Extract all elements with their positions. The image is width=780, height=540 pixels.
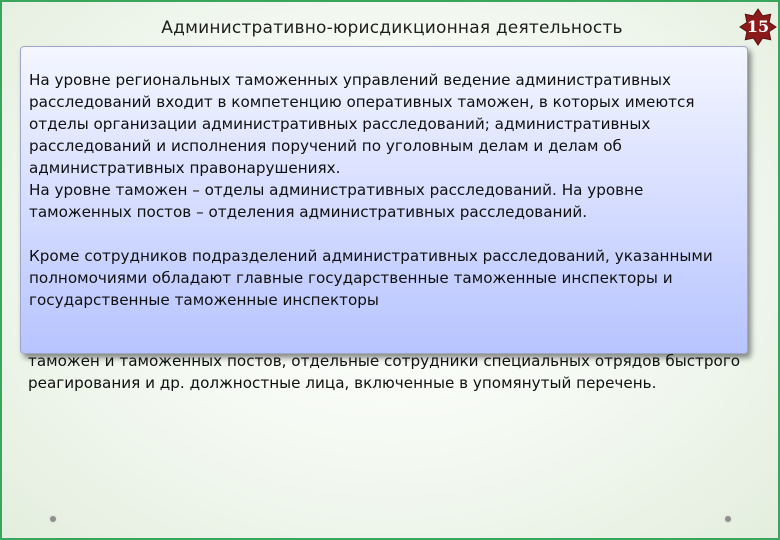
dot-icon bbox=[725, 516, 731, 522]
slide-title: Административно-юрисдикционная деятельность bbox=[161, 18, 623, 38]
page-number: 15 bbox=[746, 17, 770, 36]
page-number-badge bbox=[739, 8, 777, 46]
paragraph-3: Кроме сотрудников подразделений административных расследований, указанными полномочиями обладают главные государственные таможенные инспекторы и государственные таможенные инспекторы bbox=[29, 247, 713, 309]
paragraph-2: На уровне таможен – отделы административных расследований. На уровне таможенных постов – отделения административных расследований. bbox=[29, 181, 644, 221]
paragraph-1: На уровне региональных таможенных управлений ведение административных расследований входит в компетенцию оперативных таможен, в которых имеются отделы организации административных расследований; административных расследований и исполнения поручений по уголовным делам и делам об административных правонарушениях. bbox=[29, 71, 695, 177]
paragraph-spacer bbox=[29, 223, 739, 245]
dot-icon bbox=[50, 516, 56, 522]
overflow-paragraph: таможен и таможенных постов, отдельные сотрудники специальных отрядов быстрого реагирования и др. должностные лица, включенные в упомянутый перечень. bbox=[28, 352, 741, 392]
content-box bbox=[20, 46, 748, 354]
